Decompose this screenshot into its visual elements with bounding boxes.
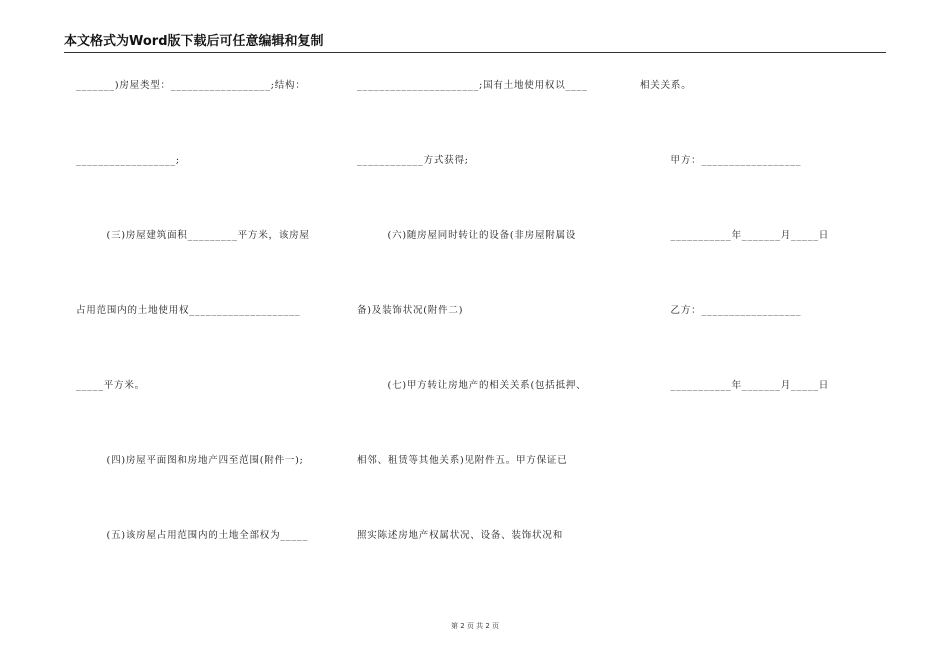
signature-party-b: 乙方：__________________ [640,305,802,316]
text-line: (六)随房屋同时转让的设备(非房屋附属设 [357,230,577,241]
text-line: 照实陈述房地产权属状况、设备、装饰状况和 [357,530,564,541]
signature-party-a: 甲方：__________________ [640,155,802,166]
text-line: 相邻、租赁等其他关系)见附件五。甲方保证已 [357,455,568,466]
text-line: (五)该房屋占用范围内的土地全部权为_____ [76,530,309,541]
document-header [64,33,886,53]
text-line: 相关关系。 [640,80,692,91]
text-line: (三)房屋建筑面积_________平方米，该房屋 [76,230,310,241]
text-line: 占用范围内的土地使用权____________________ [76,305,301,316]
text-line: ____________方式获得; [357,155,469,166]
date-line-a: ___________年_______月_____日 [640,230,830,241]
text-line: _____平方米。 [76,380,145,391]
date-line-b: ___________年_______月_____日 [640,380,830,391]
header-title: 本文格式为Word版下载后可任意编辑和复制 [64,34,324,49]
text-line: (四)房屋平面图和房地产四至范围(附件一); [76,455,304,466]
text-line: (七)甲方转让房地产的相关关系(包括抵押、 [357,380,587,391]
text-line: ______________________;国有土地使用权以____ [357,80,588,91]
text-line: _______)房屋类型：__________________;结构： [76,80,306,91]
text-line: 备)及装饰状况(附件二) [357,305,464,316]
page-number: 第 2 页 共 2 页 [450,622,500,630]
text-line: __________________; [76,155,180,166]
